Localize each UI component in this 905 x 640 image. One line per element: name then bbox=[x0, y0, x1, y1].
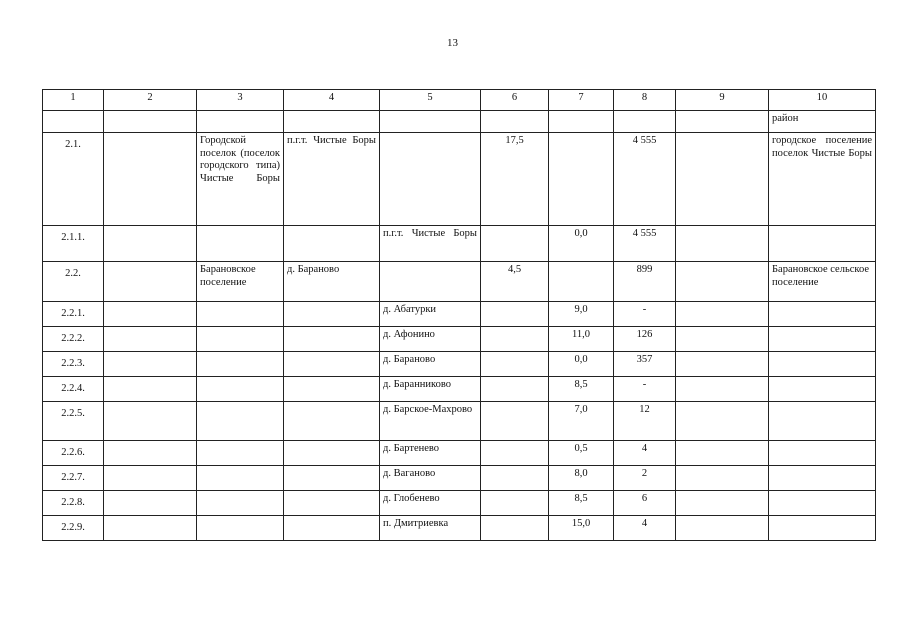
cell-col-5: д. Бартенево bbox=[380, 441, 481, 466]
cell-col-6 bbox=[481, 466, 549, 491]
cell-col-4 bbox=[284, 111, 380, 133]
cell-col-9 bbox=[676, 402, 769, 441]
table-row bbox=[43, 491, 876, 516]
cell-col-2 bbox=[104, 516, 197, 541]
column-header: 4 bbox=[284, 90, 380, 111]
cell-col-7 bbox=[549, 111, 614, 133]
cell-col-2 bbox=[104, 262, 197, 302]
cell-col-6 bbox=[481, 302, 549, 327]
cell-col-2 bbox=[104, 133, 197, 226]
column-header: 3 bbox=[197, 90, 284, 111]
table-row bbox=[43, 226, 876, 262]
table-row bbox=[43, 516, 876, 541]
cell-col-2 bbox=[104, 377, 197, 402]
cell-col-10 bbox=[769, 352, 876, 377]
column-header: 6 bbox=[481, 90, 549, 111]
cell-col-2 bbox=[104, 302, 197, 327]
table-row bbox=[43, 111, 876, 133]
cell-col-5: д. Глобенево bbox=[380, 491, 481, 516]
column-header: 5 bbox=[380, 90, 481, 111]
cell-col-1: 2.1.1. bbox=[43, 226, 104, 262]
cell-col-3 bbox=[197, 377, 284, 402]
cell-col-6 bbox=[481, 226, 549, 262]
cell-col-2 bbox=[104, 491, 197, 516]
column-header: 10 bbox=[769, 90, 876, 111]
table-row bbox=[43, 133, 876, 226]
cell-col-4: д. Бараново bbox=[284, 262, 380, 302]
cell-col-4 bbox=[284, 402, 380, 441]
cell-col-7: 0,5 bbox=[549, 441, 614, 466]
cell-col-5: д. Барское-Махрово bbox=[380, 402, 481, 441]
table-row bbox=[43, 466, 876, 491]
cell-col-5 bbox=[380, 111, 481, 133]
column-header: 7 bbox=[549, 90, 614, 111]
cell-col-4 bbox=[284, 441, 380, 466]
cell-col-1: 2.2.2. bbox=[43, 327, 104, 352]
cell-col-3: Барановское поселение bbox=[197, 262, 284, 302]
cell-col-2 bbox=[104, 327, 197, 352]
cell-col-7: 9,0 bbox=[549, 302, 614, 327]
page-number: 13 bbox=[447, 37, 458, 49]
cell-col-8: 2 bbox=[614, 466, 676, 491]
cell-col-10 bbox=[769, 466, 876, 491]
cell-col-3 bbox=[197, 302, 284, 327]
cell-col-8: 126 bbox=[614, 327, 676, 352]
table-row bbox=[43, 352, 876, 377]
cell-col-5 bbox=[380, 262, 481, 302]
table-row bbox=[43, 377, 876, 402]
cell-col-9 bbox=[676, 302, 769, 327]
cell-col-5: д. Баранниково bbox=[380, 377, 481, 402]
cell-col-7 bbox=[549, 133, 614, 226]
cell-col-9 bbox=[676, 516, 769, 541]
table-row bbox=[43, 327, 876, 352]
cell-col-1: 2.2. bbox=[43, 262, 104, 302]
cell-col-1: 2.2.5. bbox=[43, 402, 104, 441]
settlements-table bbox=[42, 89, 876, 541]
cell-col-1: 2.2.1. bbox=[43, 302, 104, 327]
table-row bbox=[43, 302, 876, 327]
cell-col-1: 2.2.6. bbox=[43, 441, 104, 466]
cell-col-9 bbox=[676, 327, 769, 352]
cell-col-10 bbox=[769, 302, 876, 327]
cell-col-4: п.г.т. Чистые Боры bbox=[284, 133, 380, 226]
cell-col-10 bbox=[769, 441, 876, 466]
cell-col-9 bbox=[676, 111, 769, 133]
cell-col-8: 4 555 bbox=[614, 226, 676, 262]
cell-col-9 bbox=[676, 352, 769, 377]
cell-col-1 bbox=[43, 111, 104, 133]
cell-col-6: 17,5 bbox=[481, 133, 549, 226]
cell-col-5: д. Абатурки bbox=[380, 302, 481, 327]
cell-col-1: 2.2.7. bbox=[43, 466, 104, 491]
cell-col-8: 4 bbox=[614, 516, 676, 541]
cell-col-1: 2.2.9. bbox=[43, 516, 104, 541]
cell-col-9 bbox=[676, 133, 769, 226]
cell-col-7: 0,0 bbox=[549, 352, 614, 377]
cell-col-6 bbox=[481, 327, 549, 352]
cell-col-4 bbox=[284, 352, 380, 377]
cell-col-8: - bbox=[614, 302, 676, 327]
cell-col-3 bbox=[197, 441, 284, 466]
cell-col-6 bbox=[481, 111, 549, 133]
cell-col-10: городское поселение поселок Чистые Боры bbox=[769, 133, 876, 226]
cell-col-1: 2.1. bbox=[43, 133, 104, 226]
cell-col-9 bbox=[676, 262, 769, 302]
cell-col-6 bbox=[481, 402, 549, 441]
cell-col-4 bbox=[284, 226, 380, 262]
cell-col-4 bbox=[284, 377, 380, 402]
cell-col-8: 899 bbox=[614, 262, 676, 302]
cell-col-8: 4 555 bbox=[614, 133, 676, 226]
cell-col-6 bbox=[481, 352, 549, 377]
cell-col-3 bbox=[197, 111, 284, 133]
cell-col-5: п.г.т. Чистые Боры bbox=[380, 226, 481, 262]
cell-col-7: 8,5 bbox=[549, 377, 614, 402]
table-row bbox=[43, 402, 876, 441]
cell-col-6 bbox=[481, 441, 549, 466]
cell-col-4 bbox=[284, 491, 380, 516]
cell-col-3 bbox=[197, 516, 284, 541]
cell-col-3 bbox=[197, 491, 284, 516]
cell-col-8: 4 bbox=[614, 441, 676, 466]
cell-col-6 bbox=[481, 491, 549, 516]
cell-col-3 bbox=[197, 226, 284, 262]
cell-col-10 bbox=[769, 402, 876, 441]
column-header: 9 bbox=[676, 90, 769, 111]
cell-col-10 bbox=[769, 327, 876, 352]
cell-col-2 bbox=[104, 466, 197, 491]
cell-col-10: Барановское сельское поселение bbox=[769, 262, 876, 302]
cell-col-6: 4,5 bbox=[481, 262, 549, 302]
column-header: 8 bbox=[614, 90, 676, 111]
cell-col-7: 11,0 bbox=[549, 327, 614, 352]
cell-col-8: - bbox=[614, 377, 676, 402]
cell-col-2 bbox=[104, 441, 197, 466]
cell-col-10 bbox=[769, 491, 876, 516]
cell-col-5: д. Ваганово bbox=[380, 466, 481, 491]
cell-col-8 bbox=[614, 111, 676, 133]
cell-col-7: 0,0 bbox=[549, 226, 614, 262]
cell-col-5: п. Дмитриевка bbox=[380, 516, 481, 541]
cell-col-9 bbox=[676, 441, 769, 466]
cell-col-7: 8,5 bbox=[549, 491, 614, 516]
cell-col-4 bbox=[284, 516, 380, 541]
cell-col-3 bbox=[197, 466, 284, 491]
cell-col-2 bbox=[104, 226, 197, 262]
cell-col-10 bbox=[769, 377, 876, 402]
cell-col-4 bbox=[284, 327, 380, 352]
cell-col-2 bbox=[104, 402, 197, 441]
cell-col-7: 15,0 bbox=[549, 516, 614, 541]
cell-col-3 bbox=[197, 327, 284, 352]
cell-col-9 bbox=[676, 491, 769, 516]
cell-col-9 bbox=[676, 377, 769, 402]
table-row bbox=[43, 441, 876, 466]
cell-col-2 bbox=[104, 352, 197, 377]
cell-col-8: 12 bbox=[614, 402, 676, 441]
cell-col-9 bbox=[676, 226, 769, 262]
cell-col-5: д. Афонино bbox=[380, 327, 481, 352]
column-header: 2 bbox=[104, 90, 197, 111]
cell-col-2 bbox=[104, 111, 197, 133]
cell-col-5 bbox=[380, 133, 481, 226]
cell-col-7: 8,0 bbox=[549, 466, 614, 491]
cell-col-7 bbox=[549, 262, 614, 302]
cell-col-3 bbox=[197, 402, 284, 441]
cell-col-7: 7,0 bbox=[549, 402, 614, 441]
cell-col-3 bbox=[197, 352, 284, 377]
cell-col-1: 2.2.8. bbox=[43, 491, 104, 516]
cell-col-4 bbox=[284, 302, 380, 327]
cell-col-9 bbox=[676, 466, 769, 491]
column-number-row bbox=[43, 90, 876, 111]
cell-col-8: 6 bbox=[614, 491, 676, 516]
cell-col-10 bbox=[769, 516, 876, 541]
table-row bbox=[43, 262, 876, 302]
column-header: 1 bbox=[43, 90, 104, 111]
cell-col-6 bbox=[481, 516, 549, 541]
cell-col-3: Городской поселок (поселок городского типа) Чистые Боры bbox=[197, 133, 284, 226]
cell-col-10 bbox=[769, 226, 876, 262]
cell-col-6 bbox=[481, 377, 549, 402]
cell-col-4 bbox=[284, 466, 380, 491]
cell-col-10: район bbox=[769, 111, 876, 133]
cell-col-1: 2.2.3. bbox=[43, 352, 104, 377]
cell-col-5: д. Бараново bbox=[380, 352, 481, 377]
cell-col-1: 2.2.4. bbox=[43, 377, 104, 402]
cell-col-8: 357 bbox=[614, 352, 676, 377]
